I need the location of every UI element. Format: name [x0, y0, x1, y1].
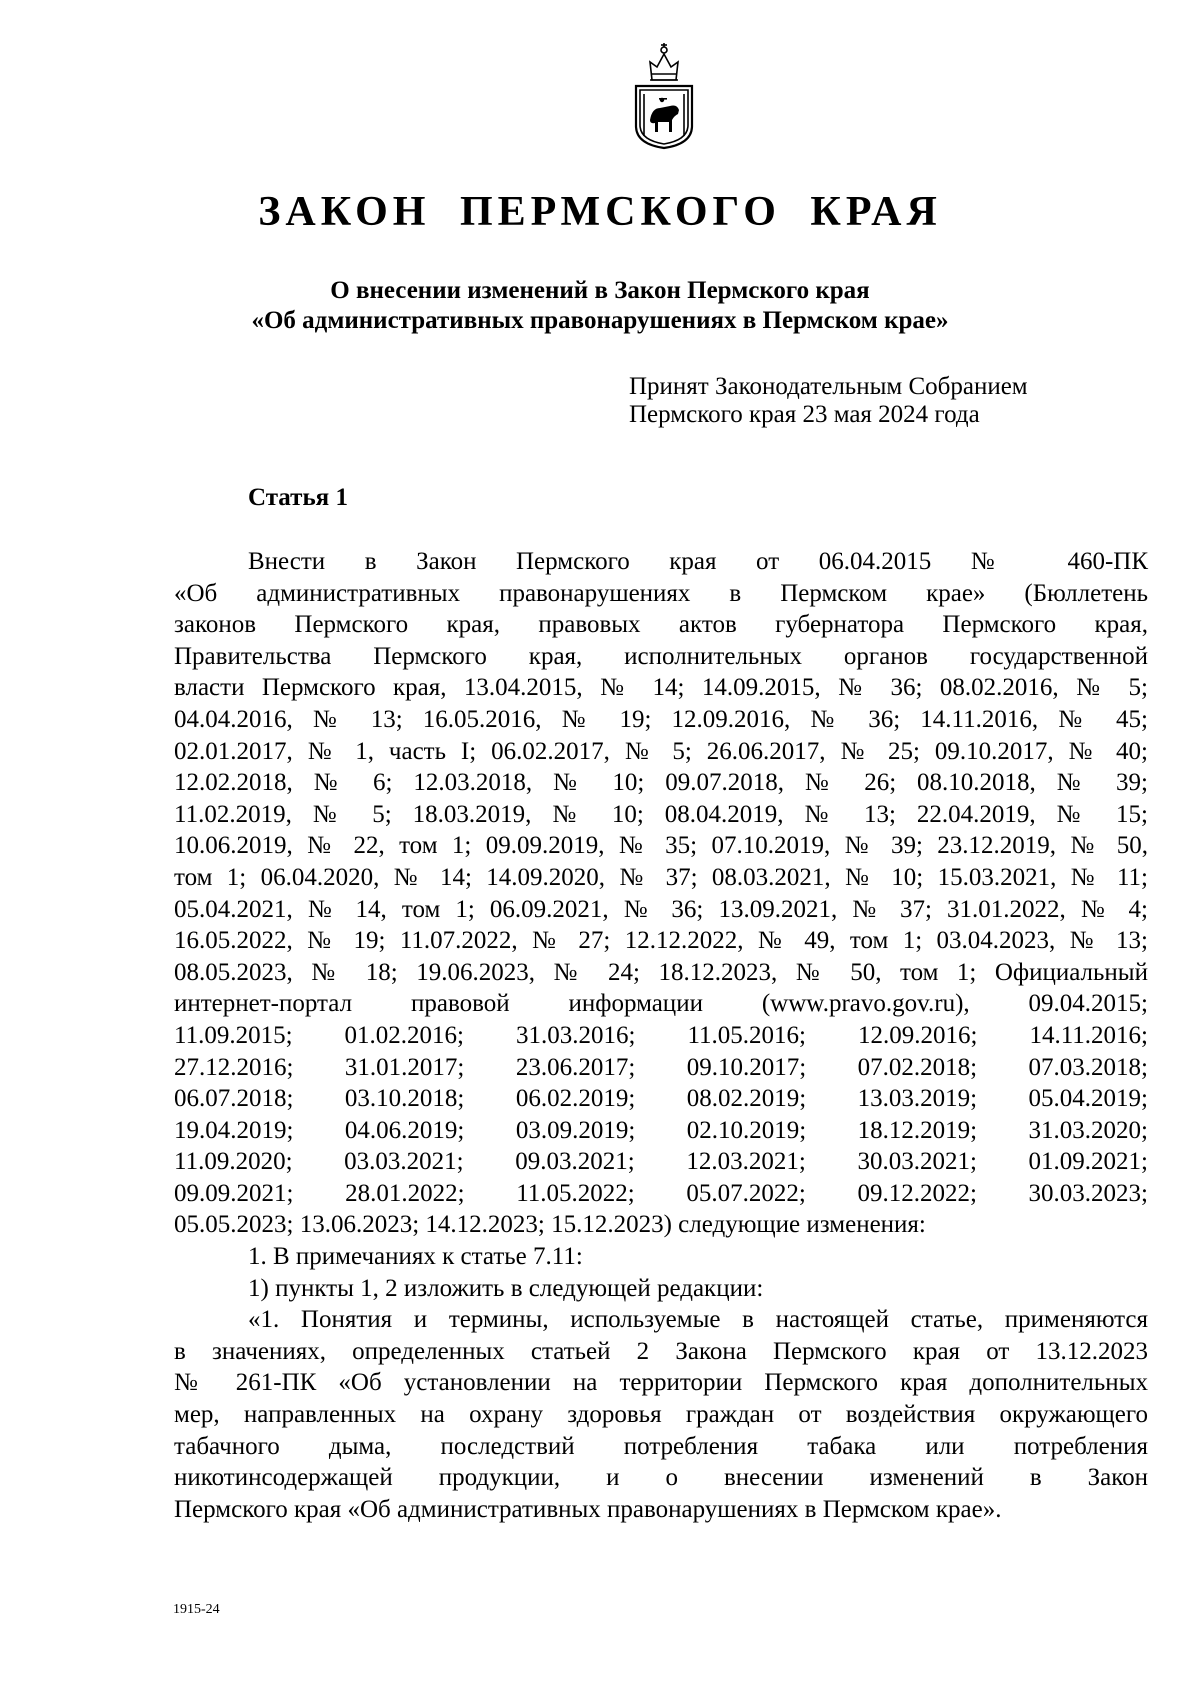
list-item: 1. В примечаниях к статье 7.11:: [248, 1243, 583, 1271]
body-line: 06.07.2018; 03.10.2018; 06.02.2019; 08.02.2019; 13.03.2019; 05.04.2019;: [174, 1085, 1148, 1113]
subject-line: О внесении изменений в Закон Пермского края: [330, 277, 870, 304]
adoption-line: Принят Законодательным Собранием: [629, 373, 1028, 400]
list-subitem: 1) пункты 1, 2 изложить в следующей редакции:: [248, 1274, 764, 1302]
law-title: ЗАКОН ПЕРМСКОГО КРАЯ: [258, 189, 942, 235]
document-registration-number: 1915-24: [173, 1602, 220, 1617]
body-line: Правительства Пермского края, исполнительных органов государственной: [174, 642, 1148, 670]
article-body: [174, 546, 1148, 1525]
body-line: 05.05.2023; 13.06.2023; 14.12.2023; 15.12.2023) следующие изменения:: [174, 1211, 926, 1239]
body-line: 09.09.2021; 28.01.2022; 11.05.2022; 05.07.2022; 09.12.2022; 30.03.2023;: [174, 1179, 1148, 1207]
body-line: 16.05.2022, № 19; 11.07.2022, № 27; 12.12.2022, № 49, том 1; 03.04.2023, № 13;: [174, 927, 1148, 955]
body-line: 08.05.2023, № 18; 19.06.2023, № 24; 18.12.2023, № 50, том 1; Официальный: [174, 958, 1148, 986]
body-line: 12.02.2018, № 6; 12.03.2018, № 10; 09.07.2018, № 26; 08.10.2018, № 39;: [174, 769, 1148, 797]
body-line: 19.04.2019; 04.06.2019; 03.09.2019; 02.10.2019; 18.12.2019; 31.03.2020;: [174, 1116, 1148, 1144]
body-line: 11.02.2019, № 5; 18.03.2019, № 10; 08.04.2019, № 13; 22.04.2019, № 15;: [174, 800, 1148, 828]
body-line: том 1; 06.04.2020, № 14; 14.09.2020, № 37; 08.03.2021, № 10; 15.03.2021, № 11;: [174, 863, 1148, 891]
law-subject: [0, 276, 1200, 336]
body-line: власти Пермского края, 13.04.2015, № 14; 14.09.2015, № 36; 08.02.2016, № 5;: [174, 674, 1148, 702]
body-line: 27.12.2016; 31.01.2017; 23.06.2017; 09.10.2017; 07.02.2018; 07.03.2018;: [174, 1053, 1148, 1081]
body-line: 04.04.2016, № 13; 16.05.2016, № 19; 12.09.2016, № 36; 14.11.2016, № 45;: [174, 705, 1148, 733]
quote-line: № 261-ПК «Об установлении на территории Пермского края дополнительных: [174, 1369, 1148, 1397]
body-line: 02.01.2017, № 1, часть I; 06.02.2017, № 5; 26.06.2017, № 25; 09.10.2017, № 40;: [174, 737, 1148, 765]
subject-line: «Об административных правонарушениях в Пермском крае»: [251, 307, 949, 334]
quote-line: в значениях, определенных статьей 2 Закона Пермского края от 13.12.2023: [174, 1337, 1148, 1365]
body-line: 10.06.2019, № 22, том 1; 09.09.2019, № 35; 07.10.2019, № 39; 23.12.2019, № 50,: [174, 832, 1148, 860]
body-line: законов Пермского края, правовых актов губернатора Пермского края,: [174, 611, 1148, 639]
adoption-note: [629, 373, 1028, 429]
body-line: 05.04.2021, № 14, том 1; 06.09.2021, № 36; 13.09.2021, № 37; 31.01.2022, № 4;: [174, 895, 1148, 923]
article-heading: Статья 1: [248, 484, 348, 511]
quote-line: никотинсодержащей продукции, и о внесении изменений в Закон: [174, 1464, 1148, 1492]
quote-line: табачного дыма, последствий потребления табака или потребления: [174, 1432, 1148, 1460]
adoption-line: Пермского края 23 мая 2024 года: [629, 401, 980, 428]
quote-line: Пермского края «Об административных правонарушениях в Пермском крае».: [174, 1495, 1002, 1523]
body-line: Внести в Закон Пермского края от 06.04.2015 № 460-ПК: [248, 548, 1148, 575]
body-line: интернет-портал правовой информации (www.pravo.gov.ru), 09.04.2015;: [174, 990, 1148, 1018]
body-line: 11.09.2015; 01.02.2016; 31.03.2016; 11.05.2016; 12.09.2016; 14.11.2016;: [174, 1021, 1148, 1049]
quote-line: мер, направленных на охрану здоровья граждан от воздействия окружающего: [174, 1401, 1148, 1429]
quote-line: «1. Понятия и термины, используемые в настоящей статье, применяются: [248, 1306, 1148, 1334]
body-line: «Об административных правонарушениях в Пермском крае» (Бюллетень: [174, 579, 1148, 607]
perm-krai-coat-of-arms-icon: [630, 40, 698, 150]
body-line: 11.09.2020; 03.03.2021; 09.03.2021; 12.03.2021; 30.03.2021; 01.09.2021;: [174, 1148, 1148, 1176]
